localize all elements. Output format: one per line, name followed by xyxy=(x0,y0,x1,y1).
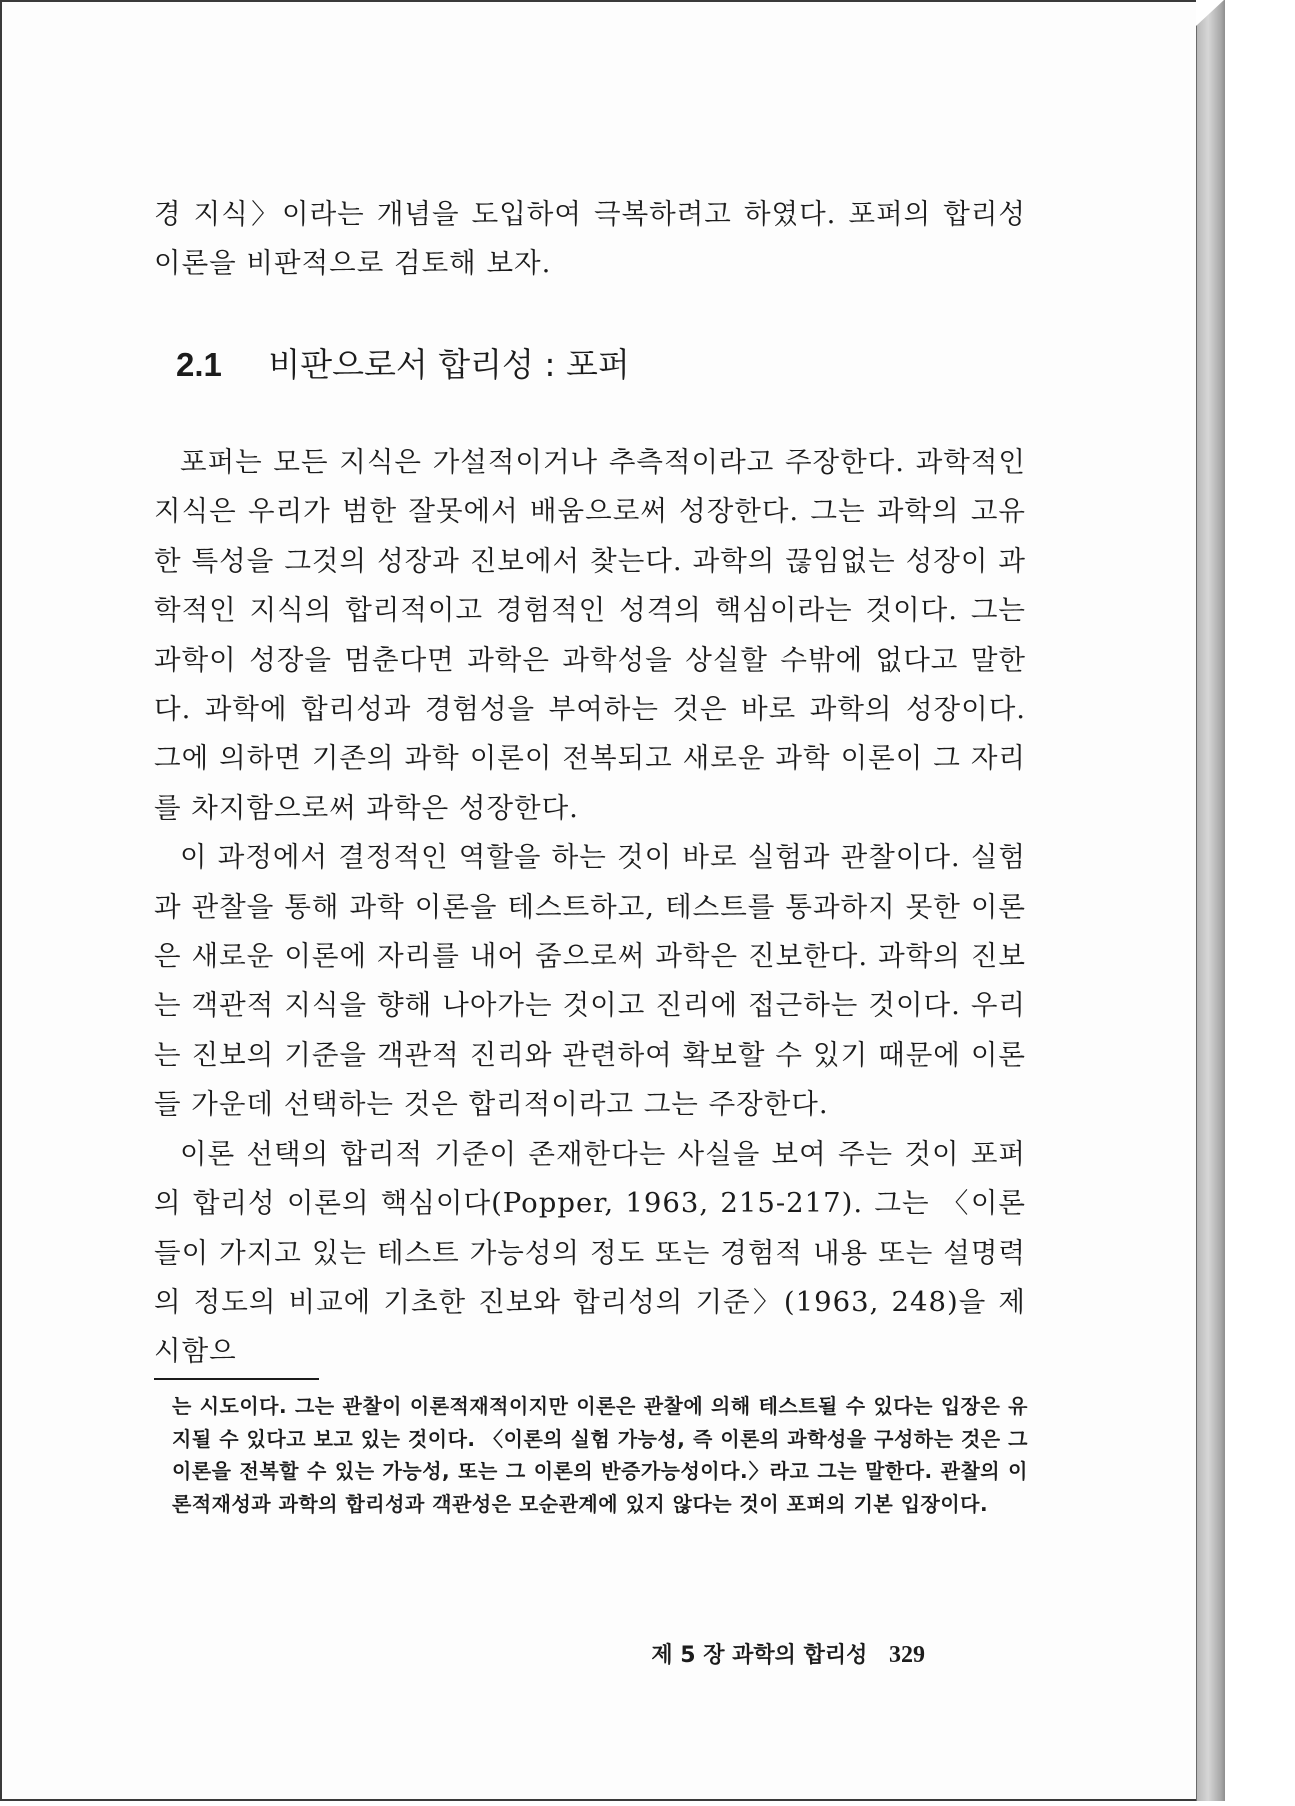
section-number: 2.1 xyxy=(176,346,222,383)
body-text xyxy=(154,438,1026,1377)
page-corner-fold xyxy=(1196,0,1224,26)
footnote-divider xyxy=(154,1378,319,1380)
body-paragraph-2: 이 과정에서 결정적인 역할을 하는 것이 바로 실험과 관찰이다. 실험과 관찰을 통해 과학 이론을 테스트하고, 테스트를 통과하지 못한 이론은 새로운 이론에 자리를 내어 줌으로써 과학은 진보한다. 과학의 진보는 객관적 지식을 향해 나아가는 것이고 진리에 접근하는 것이다. 우리는 진보의 기준을 객관적 진리와 관련하여 확보할 수 있기 때문에 이론들 가운데 선택하는 것은 합리적이라고 그는 주장한다. xyxy=(154,841,1026,1121)
footnote-text: 는 시도이다. 그는 관찰이 이론적재적이지만 이론은 관찰에 의해 테스트될 수 있다는 입장은 유지될 수 있다고 보고 있는 것이다. 〈이론의 실험 가능성, 즉 이론의 과학성을 구성하는 것은 그 이론을 전복할 수 있는 가능성, 또는 그 이론의 반증가능성이다.〉라고 그는 말한다. 관찰의 이론적재성과 과학의 합리성과 객관성은 모순관계에 있지 않다는 것이 포퍼의 기본 입장이다. xyxy=(172,1394,1028,1516)
page-edge-shadow xyxy=(1196,0,1225,1801)
page-number: 329 xyxy=(889,1642,925,1668)
intro-paragraph: 경 지식〉이라는 개념을 도입하여 극복하려고 하였다. 포퍼의 합리성 이론을 비판적으로 검토해 보자. xyxy=(154,198,1026,280)
section-heading xyxy=(176,339,630,386)
body-paragraph-1: 포퍼는 모든 지식은 가설적이거나 추측적이라고 주장한다. 과학적인 지식은 우리가 범한 잘못에서 배움으로써 성장한다. 그는 과학의 고유한 특성을 그것의 성장과 진보에서 찾는다. 과학의 끊임없는 성장이 과학적인 지식의 합리적이고 경험적인 성격의 핵심이라는 것이다. 그는 과학이 성장을 멈춘다면 과학은 과학성을 상실할 수밖에 없다고 말한다. 과학에 합리성과 경험성을 부여하는 것은 바로 과학의 성장이다. 그에 의하면 기존의 과학 이론이 전복되고 새로운 과학 이론이 그 자리를 차지함으로써 과학은 성장한다. xyxy=(154,446,1026,824)
section-title: 비판으로서 합리성 : 포퍼 xyxy=(268,345,630,384)
running-footer xyxy=(651,1638,925,1669)
chapter-title: 제 5 장 과학의 합리성 xyxy=(651,1643,868,1668)
intro-text xyxy=(154,190,1026,289)
body-paragraph-3: 이론 선택의 합리적 기준이 존재한다는 사실을 보여 주는 것이 포퍼의 합리성 이론의 핵심이다(Popper, 1963, 215-217). 그는 〈이론들이 가지고 있는 테스트 가능성의 정도 또는 경험적 내용 또는 설명력의 정도의 비교에 기초한 진보와 합리성의 기준〉(1963, 248)을 제시함으 xyxy=(154,1137,1026,1368)
